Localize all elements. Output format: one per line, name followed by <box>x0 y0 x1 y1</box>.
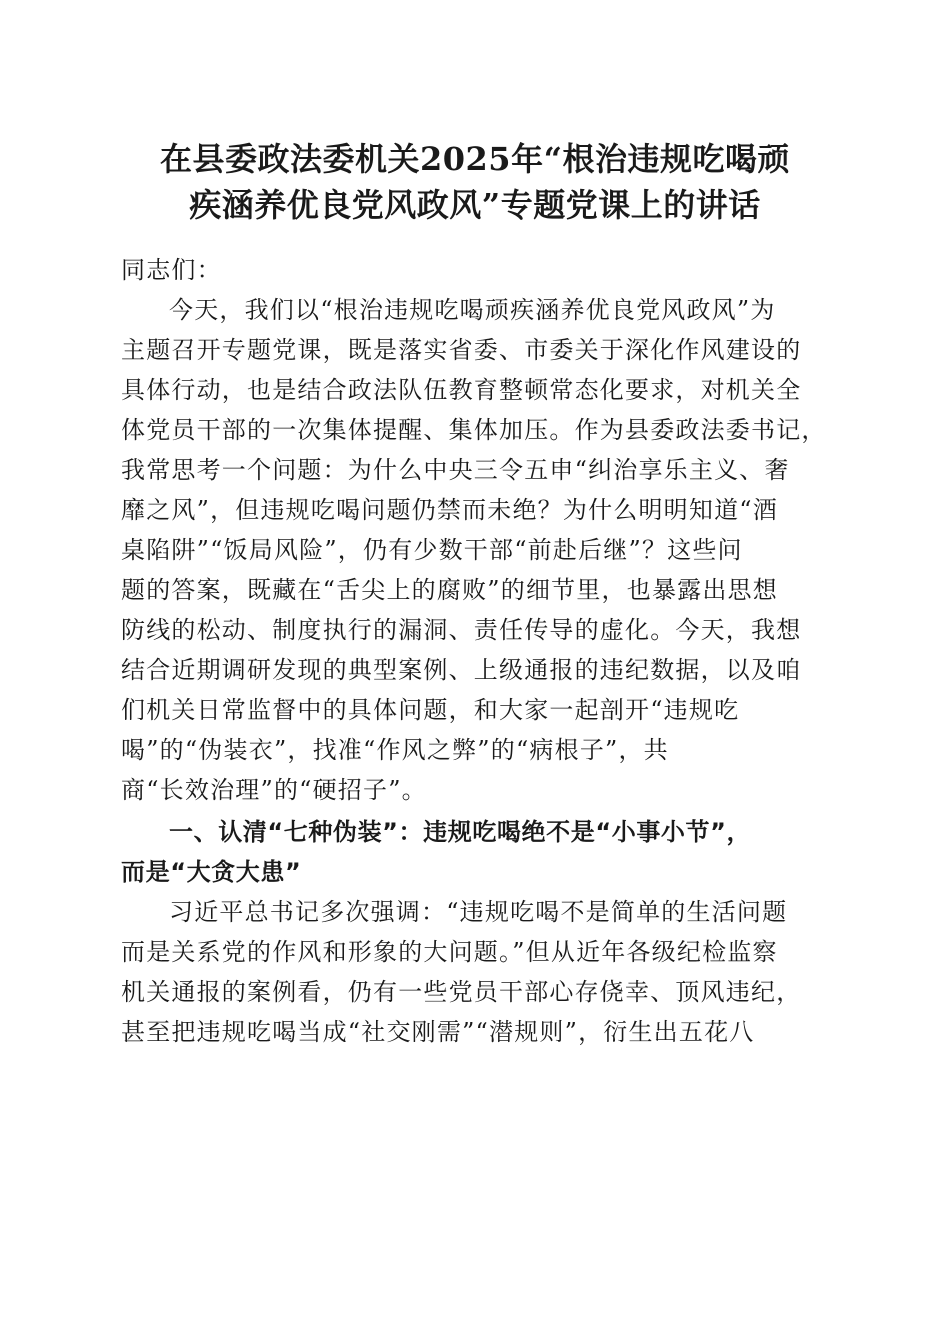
paragraph-line: 靡之风”，但违规吃喝问题仍禁而未绝？为什么明明知道“酒 <box>121 496 778 524</box>
salutation: 同志们： <box>121 256 222 284</box>
paragraph-line: 甚至把违规吃喝当成“社交刚需”“潜规则”，衍生出五花八 <box>121 1018 755 1046</box>
paragraph-line: 习近平总书记多次强调：“违规吃喝不是简单的生活问题 <box>169 898 788 926</box>
paragraph-line: 们机关日常监督中的具体问题，和大家一起剖开“违规吃 <box>121 696 740 724</box>
paragraph-line: 喝”的“伪装衣”，找准“作风之弊”的“病根子”，共 <box>121 736 669 764</box>
title-line-1: 在县委政法委机关2025年“根治违规吃喝顽 <box>160 140 790 178</box>
paragraph-line: 商“长效治理”的“硬招子”。 <box>121 776 427 804</box>
paragraph-line: 今天，我们以“根治违规吃喝顽疾涵养优良党风政风”为 <box>169 296 776 324</box>
document-title <box>100 136 850 228</box>
title-line-2: 疾涵养优良党风政风”专题党课上的讲话 <box>189 186 761 224</box>
paragraph-line: 而是关系党的作风和形象的大问题。”但从近年各级纪检监察 <box>121 938 778 966</box>
paragraph-line: 体党员干部的一次集体提醒、集体加压。作为县委政法委书记， <box>121 416 827 444</box>
paragraph-line: 桌陷阱”“饭局风险”，仍有少数干部“前赴后继”？这些问 <box>121 536 743 564</box>
document-body <box>121 250 831 1052</box>
paragraph-line: 机关通报的案例看，仍有一些党员干部心存侥幸、顶风违纪， <box>121 978 802 1006</box>
paragraph-line: 具体行动，也是结合政法队伍教育整顿常态化要求，对机关全 <box>121 376 802 404</box>
section-paragraph <box>121 892 831 1052</box>
section-heading-line: 一、认清“七种伪装”：违规吃喝绝不是“小事小节”， <box>169 818 752 846</box>
section-heading <box>121 812 831 892</box>
section-heading-line: 而是“大贪大患” <box>121 858 302 886</box>
paragraph-line: 主题召开专题党课，既是落实省委、市委关于深化作风建设的 <box>121 336 802 364</box>
paragraph-line: 防线的松动、制度执行的漏洞、责任传导的虚化。今天，我想 <box>121 616 802 644</box>
paragraph-line: 题的答案，既藏在“舌尖上的腐败”的细节里，也暴露出思想 <box>121 576 778 604</box>
intro-paragraph <box>121 290 831 810</box>
paragraph-line: 我常思考一个问题：为什么中央三令五申“纠治享乐主义、奢 <box>121 456 790 484</box>
paragraph-line: 结合近期调研发现的典型案例、上级通报的违纪数据，以及咱 <box>121 656 802 684</box>
